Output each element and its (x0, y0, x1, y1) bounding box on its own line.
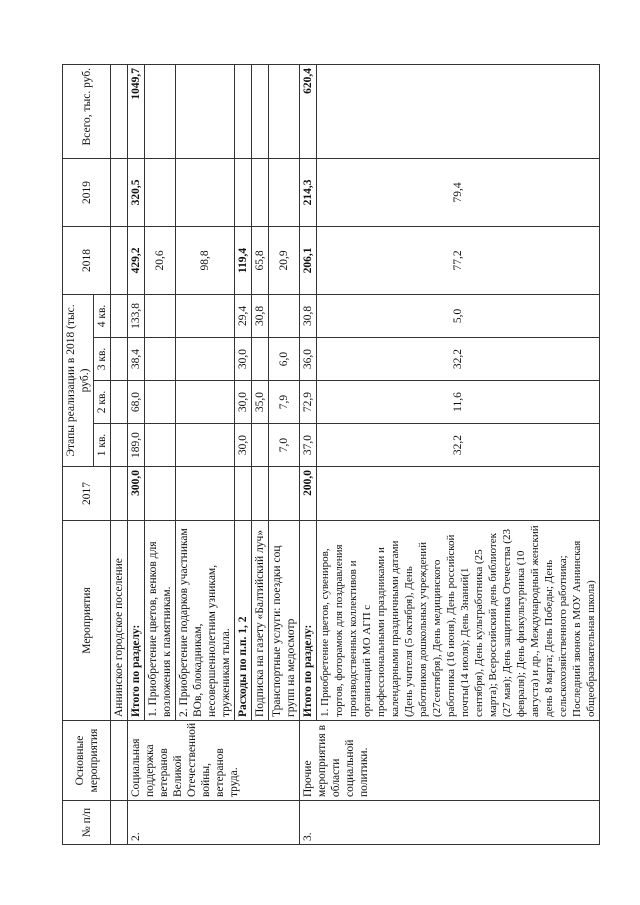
section2-expenses-2018: 119,4 (235, 226, 252, 294)
section3-subtotal-2019: 214,3 (300, 158, 317, 226)
section2-expenses-q2: 30,0 (235, 381, 252, 424)
section2-expenses-q1: 30,0 (235, 424, 252, 467)
section2-expenses-q3: 30,0 (235, 338, 252, 381)
header-2019: 2019 (63, 158, 111, 226)
section2-subtotal-q3: 38,4 (128, 338, 145, 381)
section2-expenses-q4: 29,4 (235, 294, 252, 337)
header-num: № п/п (63, 801, 111, 845)
section2-subtotal-2017: 300,0 (128, 467, 145, 521)
header-q2: 2 кв. (94, 381, 111, 424)
header-stages-2018: Этапы реализации в 2018 (тыс. руб.) (63, 294, 94, 466)
header-q1: 1 кв. (94, 424, 111, 467)
section2-baltic-2018: 65,8 (252, 226, 269, 294)
section3-main: Прочие мероприятия в области социальной политики. (300, 721, 600, 801)
section2-transport-label: Транспортные услуги: поездки соц групп на медосмотр (269, 521, 300, 721)
section3-row1-q2: 11,6 (317, 381, 600, 424)
section2-subtotal-2019: 320,5 (128, 158, 145, 226)
section3-subtotal-total: 620,4 (300, 64, 317, 158)
section2-transport-2018: 20,9 (269, 226, 300, 294)
section2-expenses-label: Расходы по п.п. 1, 2 (235, 521, 252, 721)
section2-subtotal-2018: 429,2 (128, 226, 145, 294)
section3-subtotal-q4: 30,8 (300, 294, 317, 337)
section2-row1-2018: 20,6 (145, 226, 176, 294)
settlement-name: Аннинское городское поселение (111, 521, 128, 721)
section3-subtotal-q3: 36,0 (300, 338, 317, 381)
section3-subtotal-2017: 200,0 (300, 467, 317, 521)
section3-subtotal-2018: 206,1 (300, 226, 317, 294)
section2-transport-q2: 7,9 (269, 381, 300, 424)
section3-subtotal-q1: 37,0 (300, 424, 317, 467)
budget-table (62, 64, 600, 845)
section3-row1-q4: 5,0 (317, 294, 600, 337)
section3-subtotal-label: Итого по разделу: (300, 521, 317, 721)
header-activities: Мероприятия (63, 521, 111, 721)
header-2017: 2017 (63, 467, 111, 521)
section2-transport-q3: 6,0 (269, 338, 300, 381)
section2-num: 2. (128, 801, 300, 845)
section2-subtotal-row (128, 64, 145, 844)
header-q4: 4 кв. (94, 294, 111, 337)
section2-row2-2018: 98,8 (176, 226, 235, 294)
section3-row1-q3: 32,2 (317, 338, 600, 381)
section2-row1-label: 1. Приобретение цветов, венков для возложения к памятникам. (145, 521, 176, 721)
section2-main: Социальная поддержка ветеранов Великой Отечественной войны, ветеранов труда. (128, 721, 300, 801)
section2-subtotal-q1: 189,0 (128, 424, 145, 467)
section2-baltic-q2: 35,0 (252, 381, 269, 424)
section3-num: 3. (300, 801, 600, 845)
section3-subtotal-q2: 72,9 (300, 381, 317, 424)
header-q3: 3 кв. (94, 338, 111, 381)
section2-subtotal-q4: 133,8 (128, 294, 145, 337)
header-2018: 2018 (63, 226, 111, 294)
section2-subtotal-q2: 68,0 (128, 381, 145, 424)
section3-row1-q1: 32,2 (317, 424, 600, 467)
section2-row2-label: 2. Приобретение подарков участникам ВОв, блокадникам, несовершеннолетним узникам, труженикам тыла. (176, 521, 235, 721)
rotated-table-page (62, 65, 597, 845)
section3-row1-2018: 77,2 (317, 226, 600, 294)
section2-baltic-label: Подписка на газету «Балтийский луч» (252, 521, 269, 721)
section2-subtotal-label: Итого по разделу: (128, 521, 145, 721)
header-main-activities: Основные мероприятия (63, 721, 111, 801)
header-row-1 (63, 64, 94, 844)
section2-transport-q1: 7,0 (269, 424, 300, 467)
section3-row1-2019: 79,4 (317, 158, 600, 226)
section2-subtotal-total: 1049,7 (128, 64, 145, 158)
section2-baltic-q4: 30,8 (252, 294, 269, 337)
header-total: Всего, тыс. руб. (63, 64, 111, 158)
section3-row1-label: 1. Приобретение цветов, сувениров, тортов, фоторамок для поздравления производственных коллективов и организаций МО АГП с профессиональными праздниками и календарными праздничными датами (День учителя (5 октября), День работников дошкольных учреждений (27сентября), День медицинского работника (16 июня), День российской почты(14 июля); День Знаний(1 сентября), День культработника (25 марта); Всероссийский день библиотек (27 мая); День защитника Отечества (23 февраля); День физкультурника (10 августа) и др., Международный женский день 8 марта; День Победы; День сельскохозяйственного работника; Последний звонок в МОУ Аннинская общеобразовательная школа) (317, 521, 600, 721)
settlement-row (111, 64, 128, 844)
section3-subtotal-row (300, 64, 317, 844)
